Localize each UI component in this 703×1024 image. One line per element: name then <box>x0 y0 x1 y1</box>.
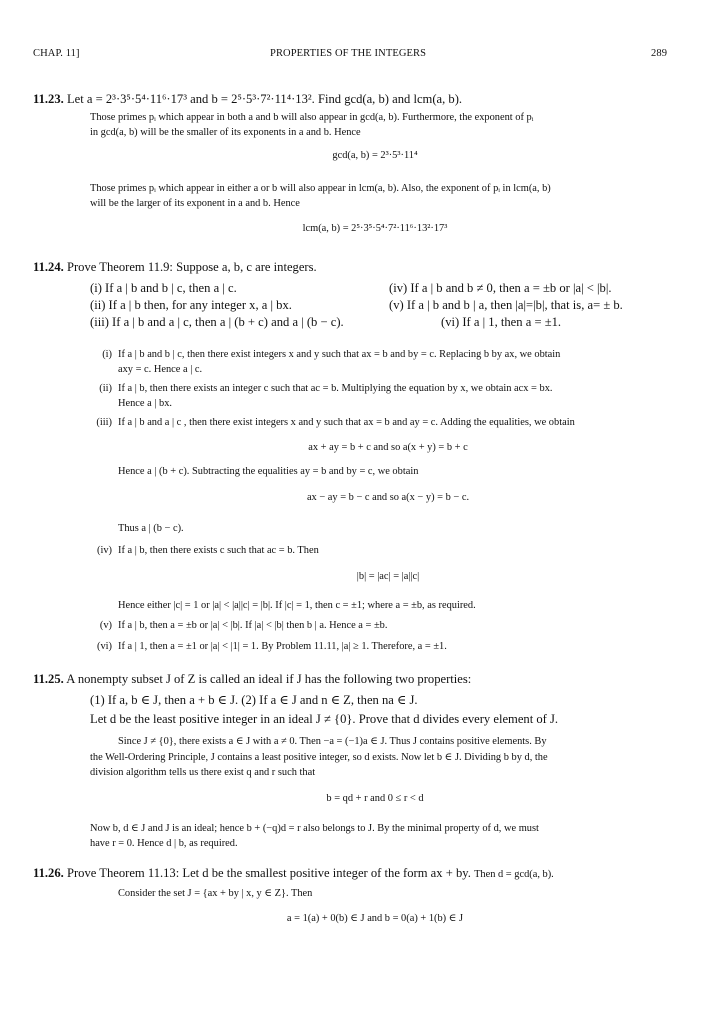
display-equation: a = 1(a) + 0(b) ∈ J and b = 0(a) + 1(b) ∈ J <box>286 913 464 924</box>
solution-line: Consider the set J = {ax + by | x, y ∈ Z}. Then <box>118 888 313 899</box>
proof-line: If a | 1, then a = ±1 or |a| < |1| = 1. By Problem 11.11, |a| ≥ 1. Therefore, a = ±1. <box>118 641 447 652</box>
theorem-part: (iii) If a | b and a | c, then a | (b + c) and a | (b − c). <box>90 315 344 329</box>
problem-statement-tail: Find gcd(a, b) and lcm(a, b). <box>317 92 463 106</box>
problem-number: 11.23. <box>33 92 64 106</box>
proof-label: (iv) <box>96 545 112 556</box>
solution-line: will be the larger of its exponent in a and b. Hence <box>90 198 300 209</box>
solution-line: the Well-Ordering Principle, J contains a least positive integer, so d exists. Now let b ∈ J. Dividing b by d, the <box>90 752 548 763</box>
problem-statement: Prove Theorem 11.9: Suppose a, b, c are integers. <box>66 260 317 274</box>
proof-part-vi <box>90 641 447 652</box>
proof-part-ii <box>90 383 553 394</box>
proof-part-i <box>90 349 560 360</box>
display-equation: lcm(a, b) = 2⁵·3⁵·5⁴·7²·11⁶·13²·17³ <box>302 223 448 234</box>
problem-task: Let d be the least positive integer in an ideal J ≠ {0}. Prove that d divides every element of J. <box>90 712 559 726</box>
solution-line: Those primes pᵢ which appear in either a or b will also appear in lcm(a, b). Also, the exponent of pᵢ in lcm(a, b) <box>90 183 551 194</box>
proof-line: If a | b, then a = ±b or |a| < |b|. If |a| < |b| then b | a. Hence a = ±b. <box>118 620 388 631</box>
page-number: 289 <box>651 48 668 59</box>
proof-label: (v) <box>99 620 112 631</box>
solution-line: Since J ≠ {0}, there exists a ∈ J with a ≠ 0. Then −a = (−1)a ∈ J. Thus J contains positive elements. By <box>118 736 547 747</box>
solution-line: have r = 0. Hence d | b, as required. <box>90 838 238 849</box>
theorem-part: (ii) If a | b then, for any integer x, a | bx. <box>90 298 292 312</box>
theorem-part: (iv) If a | b and b ≠ 0, then a = ±b or |a| < |b|. <box>389 281 612 295</box>
theorem-part: (vi) If a | 1, then a = ±1. <box>441 315 562 329</box>
chapter-label: CHAP. 11] <box>33 48 80 59</box>
problem-11-25-statement <box>33 672 471 687</box>
proof-label: (ii) <box>99 383 112 394</box>
proof-line: If a | b and b | c, then there exist integers x and y such that ax = b and by = c. Replacing b by ax, we obtain <box>118 349 561 360</box>
problem-statement-lead: Let a = 2³·3⁵·5⁴·11⁶·17³ and b = 2⁵·5³·7²·11⁴·13². <box>66 92 315 106</box>
ideal-properties: (1) If a, b ∈ J, then a + b ∈ J. (2) If a ∈ J and n ∈ Z, then na ∈ J. <box>90 693 418 707</box>
theorem-part: (v) If a | b and b | a, then |a|=|b|, that is, a= ± b. <box>389 298 623 312</box>
proof-line: If a | b and a | c , then there exist integers x and y such that ax = b and ay = c. Adding the equalities, we obtain <box>118 417 575 428</box>
proof-part-iv <box>90 545 319 556</box>
display-equation: ax + ay = b + c and so a(x + y) = b + c <box>308 442 468 453</box>
proof-label: (i) <box>102 349 112 360</box>
proof-line: If a | b, then there exists an integer c such that ac = b. Multiplying the equation by x, we obtain acx = bx. <box>118 383 553 394</box>
proof-line: Hence a | bx. <box>118 398 173 409</box>
problem-statement-lead: Prove Theorem 11.13: Let d be the smallest positive integer of the form ax + by. <box>66 866 471 880</box>
display-equation: b = qd + r and 0 ≤ r < d <box>326 793 424 804</box>
problem-number: 11.25. <box>33 672 64 686</box>
solution-line: Those primes pᵢ which appear in both a and b will also appear in gcd(a, b). Furthermore, the exponent of pᵢ <box>90 112 534 123</box>
proof-line: If a | b, then there exists c such that ac = b. Then <box>118 545 319 556</box>
solution-line: Now b, d ∈ J and J is an ideal; hence b + (−q)d = r also belongs to J. By the minimal property of d, we must <box>90 823 539 834</box>
problem-statement-tail: Then d = gcd(a, b). <box>474 869 554 880</box>
proof-label: (vi) <box>96 641 112 652</box>
proof-line: Hence either |c| = 1 or |a| < |a||c| = |b|. If |c| = 1, then c = ±1; where a = ±b, as required. <box>118 600 476 611</box>
proof-label: (iii) <box>96 417 112 428</box>
proof-line: axy = c. Hence a | c. <box>118 364 203 375</box>
theorem-part: (i) If a | b and b | c, then a | c. <box>90 281 237 295</box>
running-title: PROPERTIES OF THE INTEGERS <box>270 48 427 59</box>
problem-number: 11.24. <box>33 260 64 274</box>
proof-line: Hence a | (b + c). Subtracting the equalities ay = b and by = c, we obtain <box>118 466 419 477</box>
display-equation: ax − ay = b − c and so a(x − y) = b − c. <box>306 492 470 503</box>
display-equation: gcd(a, b) = 2³·5³·11⁴ <box>332 150 418 161</box>
solution-line: division algorithm tells us there exist q and r such that <box>90 767 316 778</box>
proof-line: Thus a | (b − c). <box>118 523 184 534</box>
problem-11-26-statement <box>33 866 554 881</box>
display-equation: |b| = |ac| = |a||c| <box>356 571 420 582</box>
proof-part-iii <box>90 417 575 428</box>
problem-11-24-statement <box>33 260 317 275</box>
problem-number: 11.26. <box>33 866 64 880</box>
problem-11-23-statement <box>33 92 462 107</box>
problem-statement: A nonempty subset J of Z is called an ideal if J has the following two properties: <box>66 672 472 686</box>
solution-line: in gcd(a, b) will be the smaller of its exponents in a and b. Hence <box>90 127 361 138</box>
proof-part-v <box>90 620 387 631</box>
